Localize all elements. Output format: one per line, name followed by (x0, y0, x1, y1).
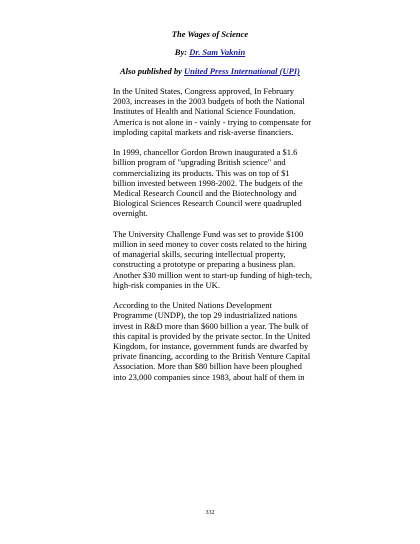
paragraph-line: In 1999, chancellor Gordon Brown inaugurated a $1.6 (113, 147, 298, 158)
paragraph-line: billion program of "upgrading British science" and (113, 157, 286, 168)
publisher-line (0, 66, 420, 77)
paragraph-line: invest in R&D more than $600 billion a year. The bulk of (113, 320, 309, 331)
paragraph (113, 300, 313, 382)
paragraph-line: Programme (UNDP), the top 29 industrialized nations (113, 310, 297, 321)
paragraph-line: Association. More than $80 billion have been ploughed (113, 361, 302, 372)
paragraph-line: Kingdom, for instance, government funds are dwarfed by (113, 341, 309, 352)
author-prefix: By: (174, 47, 190, 57)
page-title: The Wages of Science (171, 29, 249, 39)
paragraph-line: Medical Research Council and the Biotechnology and (113, 188, 297, 199)
paragraph-line: commercializing its products. This was on top of $1 (113, 167, 290, 178)
paragraph-line: into 23,000 companies since 1983, about half of them in (113, 371, 305, 382)
paragraph-line: Biological Sciences Research Council were quadrupled (113, 198, 302, 209)
paragraph-line: imploding capital markets and risk-averse financiers. (113, 126, 294, 137)
paragraph-line: Institutes of Health and National Science Foundation. (113, 106, 296, 117)
paragraph-line: America is not alone in - vainly - trying to compensate for (113, 116, 312, 127)
paragraph (113, 86, 313, 137)
article-body (113, 86, 313, 392)
paragraph (113, 147, 313, 218)
paragraph-line: billion invested between 1998-2002. The budgets of the (113, 177, 303, 188)
paragraph-line: million in seed money to cover costs related to the hiring (113, 239, 307, 250)
paragraph-line: constructing a prototype or preparing a business plan. (113, 259, 296, 270)
page-number: 332 (205, 510, 215, 516)
paragraph-line: of managerial skills, securing intellectual property, (113, 249, 286, 260)
paragraph (113, 229, 313, 290)
paragraph-line: In the United States, Congress approved, In February (113, 86, 295, 96)
paragraph-line: this capital is provided by the private sector. In the United (113, 330, 311, 341)
author-link[interactable]: Dr. Sam Vaknin (189, 47, 246, 57)
paragraph-line: The University Challenge Fund was set to provide $100 (113, 228, 304, 239)
publisher-prefix: Also published by (120, 66, 185, 76)
paragraph-line: 2003, increases in the 2003 budgets of both the National (113, 96, 305, 107)
paragraph-line: high-risk companies in the UK. (113, 279, 220, 290)
publisher-link[interactable]: United Press International (UPI) (184, 66, 300, 76)
paragraph-line: According to the United Nations Development (113, 300, 272, 311)
paragraph-line: overnight. (113, 208, 148, 219)
paragraph-line: Another $30 million went to start-up funding of high-tech, (113, 269, 313, 280)
author-line (0, 47, 420, 58)
paragraph-line: private financing, according to the British Venture Capital (113, 351, 311, 362)
